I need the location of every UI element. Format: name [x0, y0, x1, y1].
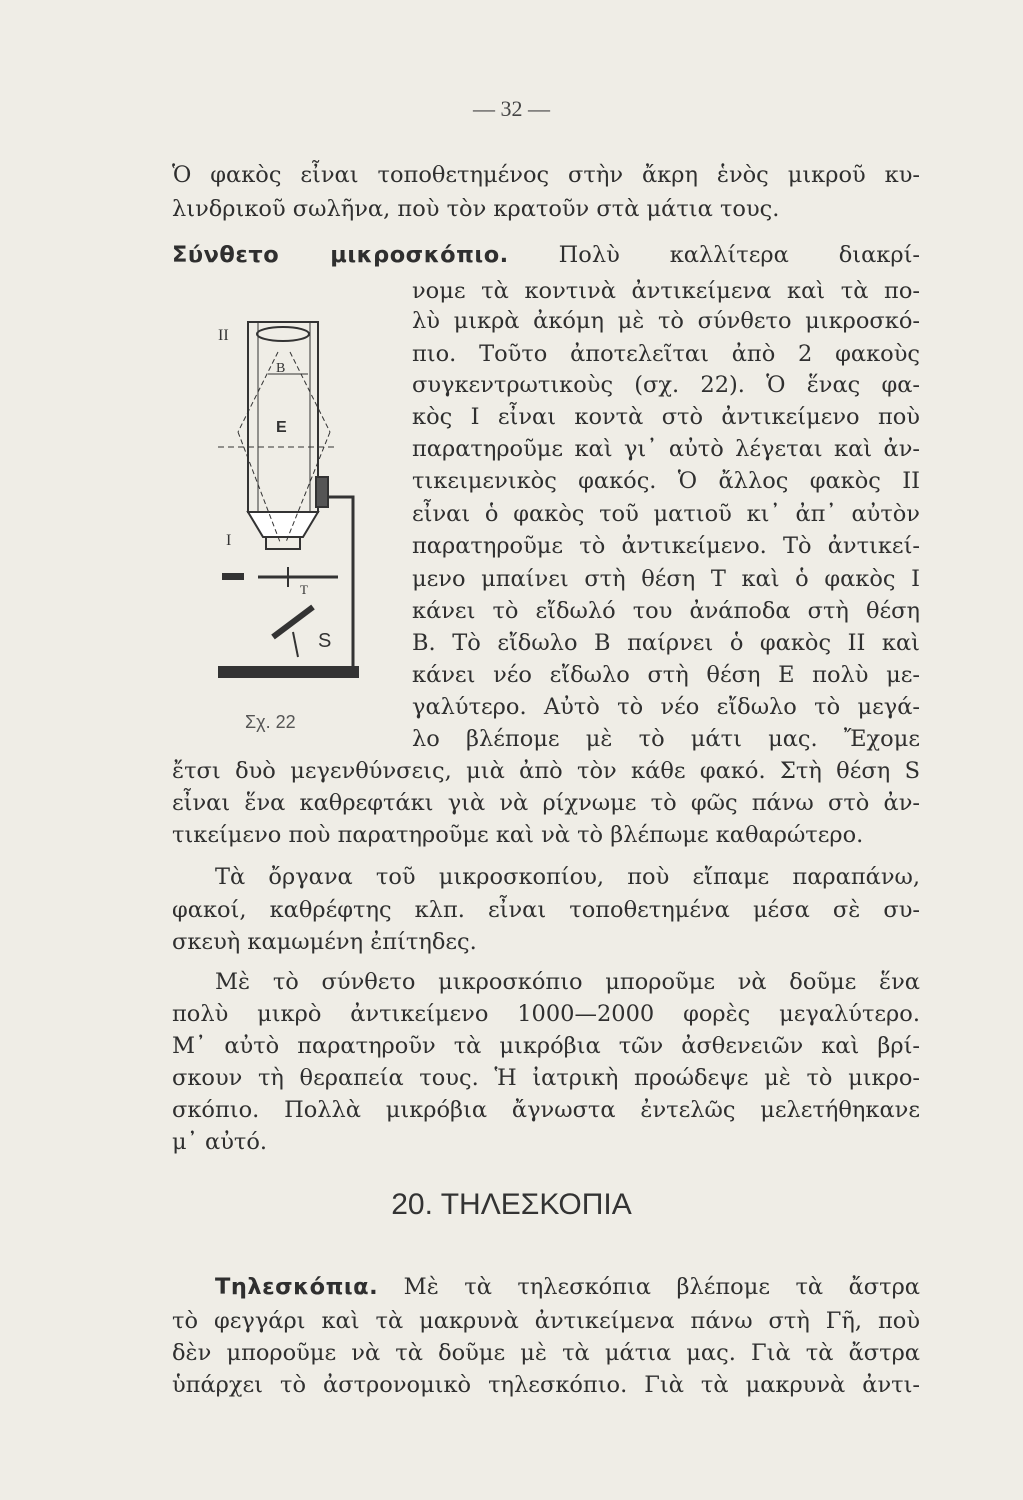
text-line: ὑπάρχει τὸ ἀστρονομικὸ τηλεσκόπιο. Γιὰ τὰ μακρυνὰ ἀντι- [172, 1372, 920, 1398]
text-line: Μὲ τὰ τηλεσκόπια βλέπομε τὰ ἄστρα [403, 1274, 920, 1300]
text-line: ἔτσι δυὸ μεγενθύνσεις, μιὰ ἀπὸ τὸν κάθε φακό. Στὴ θέση S [172, 758, 920, 784]
label-B: B [276, 361, 286, 376]
text-line: τὸ φεγγάρι καὶ τὰ μακρυνὰ ἀντικείμενα πάνω στὴ Γῆ, ποὺ [172, 1308, 920, 1334]
text-line: νομε τὰ κοντινὰ ἀντικείμενα καὶ τὰ πο- [412, 278, 920, 304]
figure-caption: Σχ. 22 [245, 712, 296, 732]
text-line: μ᾽ αὐτό. [172, 1129, 268, 1155]
eyepiece-lens [257, 327, 309, 341]
text-line: παρατηροῦμε καὶ γι᾽ αὐτὸ λέγεται καὶ ἀν- [412, 436, 920, 462]
text-line: φακοί, καθρέφτης κλπ. εἶναι τοποθετημένα μέσα σὲ συ- [172, 897, 920, 923]
text-line: δὲν μποροῦμε νὰ τὰ δοῦμε μὲ τὰ μάτια μας. Γιὰ τὰ ἄστρα [172, 1340, 920, 1366]
text-line: μενο μπαίνει στὴ θέση T καὶ ὁ φακὸς I [412, 566, 920, 592]
label-E: E [276, 419, 287, 436]
text-line: λο βλέπομε μὲ τὸ μάτι μας. Ἔχομε [412, 726, 920, 752]
label-I: I [226, 532, 232, 549]
text-line: λινδρικοῦ σωλῆνα, ποὺ τὸν κρατοῦν στὰ μάτια τους. [172, 196, 780, 222]
text-line: παρατηροῦμε τὸ ἀντικείμενο. Τὸ ἀντικεί- [412, 533, 920, 559]
chapter-title: 20. ΤΗΛΕΣΚΟΠΙΑ [391, 1188, 632, 1221]
text-line: κάνει νέο εἴδωλο στὴ θέση E πολὺ με- [412, 662, 920, 688]
text-line: εἶναι ἕνα καθρεφτάκι γιὰ νὰ ρίχνωμε τὸ φῶς πάνω στὸ ἀν- [172, 790, 920, 816]
label-S: S [318, 630, 332, 652]
text-line: λὺ μικρὰ ἀκόμη μὲ τὸ σύνθετο μικροσκό- [412, 308, 920, 334]
text-line: Τὰ ὄργανα τοῦ μικροσκοπίου, ποὺ εἴπαμε παραπάνω, [215, 864, 920, 890]
text-line: τικειμενικὸς φακός. Ὁ ἄλλος φακὸς II [412, 468, 920, 494]
text-line: συγκεντρωτικοὺς (σχ. 22). Ὁ ἕνας φα- [412, 372, 920, 398]
page-number: — 32 — [473, 96, 550, 121]
section-heading-line [172, 240, 920, 270]
text-line: σκευὴ καμωμένη ἐπίτηδες. [172, 929, 477, 955]
text-line: B. Τὸ εἴδωλο B παίρνει ὁ φακὸς II καὶ [412, 630, 920, 656]
text-line: σκουν τὴ θεραπεία τους. Ἡ ἰατρικὴ προώδεψε μὲ τὸ μικρο- [172, 1065, 920, 1091]
label-II: II [218, 327, 229, 344]
text-line: σκόπιο. Πολλὰ μικρόβια ἄγνωστα ἐντελῶς μελετήθηκανε [172, 1097, 920, 1123]
section-heading: Σύνθετο μικροσκόπιο. [172, 242, 509, 268]
text-line: πιο. Τοῦτο ἀποτελεῖται ἀπὸ 2 φακοὺς [412, 341, 920, 367]
objective-lens-holder [266, 537, 300, 549]
text-line: κάνει τὸ εἴδωλό του ἀνάποδα στὴ θέση [412, 598, 920, 624]
text-line: Πολὺ καλλίτερα διακρί- [558, 242, 920, 268]
text-line: γαλύτερο. Αὐτὸ τὸ νέο εἴδωλο τὸ μεγά- [412, 694, 920, 720]
microscope-figure [218, 312, 368, 702]
section-heading: Τηλεσκόπια. [215, 1274, 379, 1300]
text-line: Μ᾽ αὐτὸ παρατηροῦν τὰ μικρόβια τῶν ἀσθενειῶν καὶ βρί- [172, 1033, 920, 1059]
label-T: T [300, 582, 308, 597]
section-heading-line [215, 1272, 920, 1302]
text-line: εἶναι ὁ φακὸς τοῦ ματιοῦ κι᾽ ἀπ᾽ αὐτὸν [412, 501, 920, 527]
text-line: Μὲ τὸ σύνθετο μικροσκόπιο μποροῦμε νὰ δοῦμε ἕνα [215, 969, 920, 995]
text-line: πολὺ μικρὸ ἀντικείμενο 1000—2000 φορὲς μεγαλύτερο. [172, 1001, 920, 1027]
text-line: τικείμενο ποὺ παρατηροῦμε καὶ νὰ τὸ βλέπωμε καθαρώτερο. [172, 822, 864, 848]
text-line: κὸς I εἶναι κοντὰ στὸ ἀντικείμενο ποὺ [412, 404, 920, 430]
text-line: Ὁ φακὸς εἶναι τοποθετημένος στὴν ἄκρη ἑνὸς μικροῦ κυ- [172, 162, 920, 188]
